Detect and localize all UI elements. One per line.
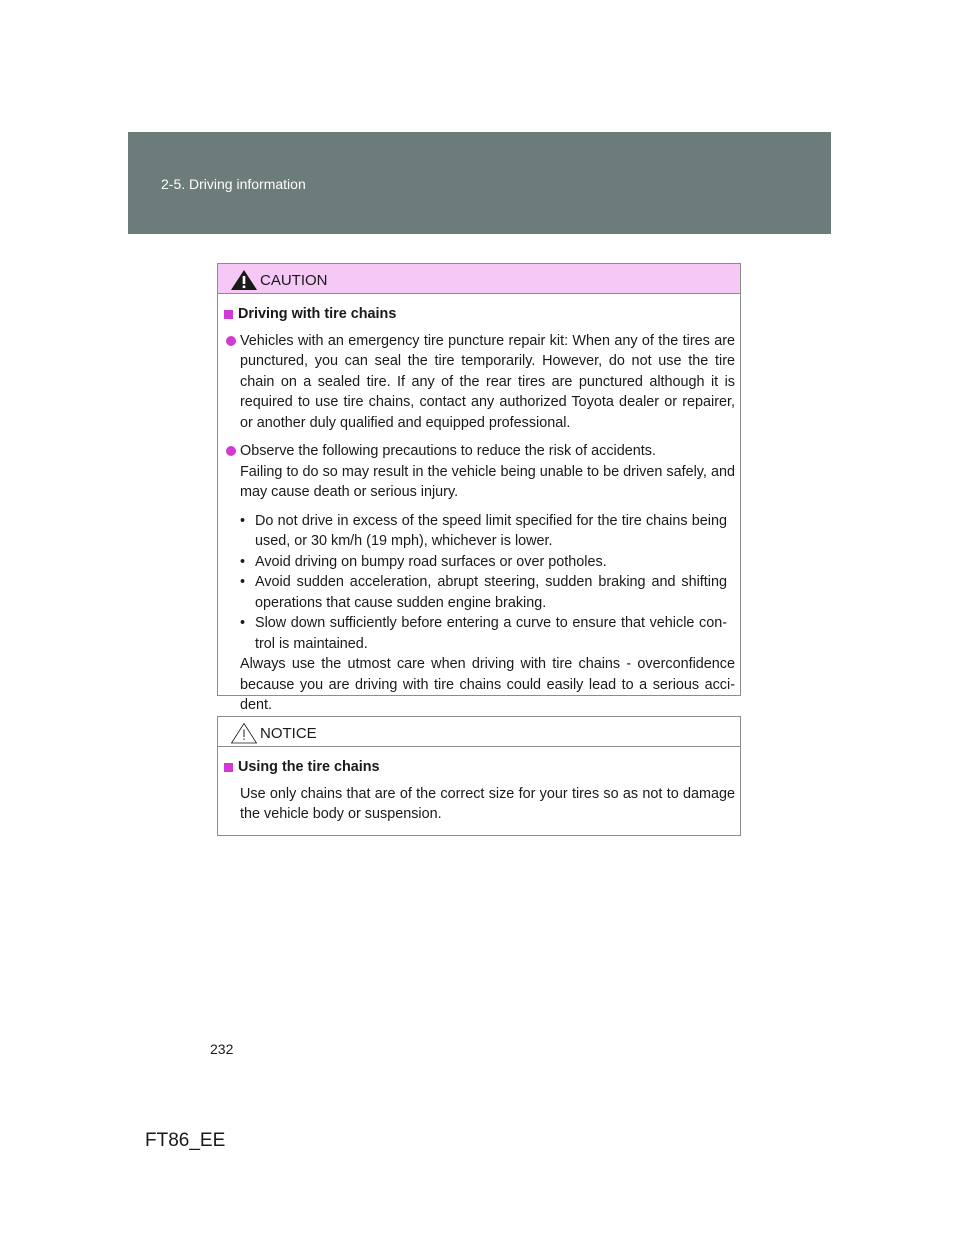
- notice-title: NOTICE: [260, 724, 317, 742]
- notice-header: [218, 717, 740, 747]
- notice-box: [217, 716, 741, 836]
- warning-triangle-filled-icon: [230, 269, 258, 291]
- caution-title: CAUTION: [260, 271, 328, 289]
- caution-item-precautions: [224, 441, 735, 503]
- caution-heading-text: Driving with tire chains: [238, 306, 397, 322]
- page-number: 232: [210, 1041, 234, 1057]
- notice-text: Use only chains that are of the correct size for your tires so as not to damage the vehicle body or suspension.: [240, 785, 735, 822]
- section-header-band: [128, 132, 831, 234]
- caution-body: [218, 294, 740, 716]
- round-bullet-icon: [226, 446, 236, 456]
- caution-item-text: Vehicles with an emergency tire puncture repair kit: When any of the tires are punctured, you can seal the tire temporarily. However, do not use the tire chain on a sealed tire. If any of the rear tires are punctured although it is required to use tire chains, contact any authorized Toyota dealer or repairer, or another duly qualified and equipped professional.: [240, 332, 735, 431]
- notice-heading: [224, 757, 735, 778]
- section-title: 2-5. Driving information: [161, 176, 306, 192]
- notice-heading-text: Using the tire chains: [238, 759, 380, 775]
- notice-body: [218, 747, 740, 825]
- caution-item-text: Failing to do so may result in the vehicle being unable to be driven safely, and may cause death or serious injury.: [240, 463, 735, 500]
- caution-closing: Always use the utmost care when driving with tire chains - overconfidence because you are driving with tire chains could easily lead to a serious acci-dent.: [240, 656, 735, 713]
- caution-header: [218, 264, 740, 294]
- list-item: • Avoid sudden acceleration, abrupt steering, sudden braking and shifting operations that cause sudden engine braking.: [240, 574, 727, 611]
- caution-heading: [224, 304, 735, 325]
- precaution-list: [224, 511, 735, 655]
- caution-item-repair-kit: [224, 331, 735, 434]
- caution-box: [217, 263, 741, 713]
- round-bullet-icon: [226, 336, 236, 346]
- square-bullet-icon: [224, 310, 233, 319]
- list-item: • Do not drive in excess of the speed limit specified for the tire chains being used, or 30 km/h (19 mph), whichever is lower.: [240, 512, 727, 549]
- square-bullet-icon: [224, 763, 233, 772]
- list-item: • Avoid driving on bumpy road surfaces or over potholes.: [240, 553, 607, 570]
- list-item: • Slow down sufficiently before entering a curve to ensure that vehicle con-trol is maintained.: [240, 615, 727, 652]
- document-code: FT86_EE: [145, 1130, 226, 1151]
- caution-item-text: Observe the following precautions to reduce the risk of accidents.: [240, 443, 656, 459]
- warning-triangle-outline-icon: [230, 722, 258, 744]
